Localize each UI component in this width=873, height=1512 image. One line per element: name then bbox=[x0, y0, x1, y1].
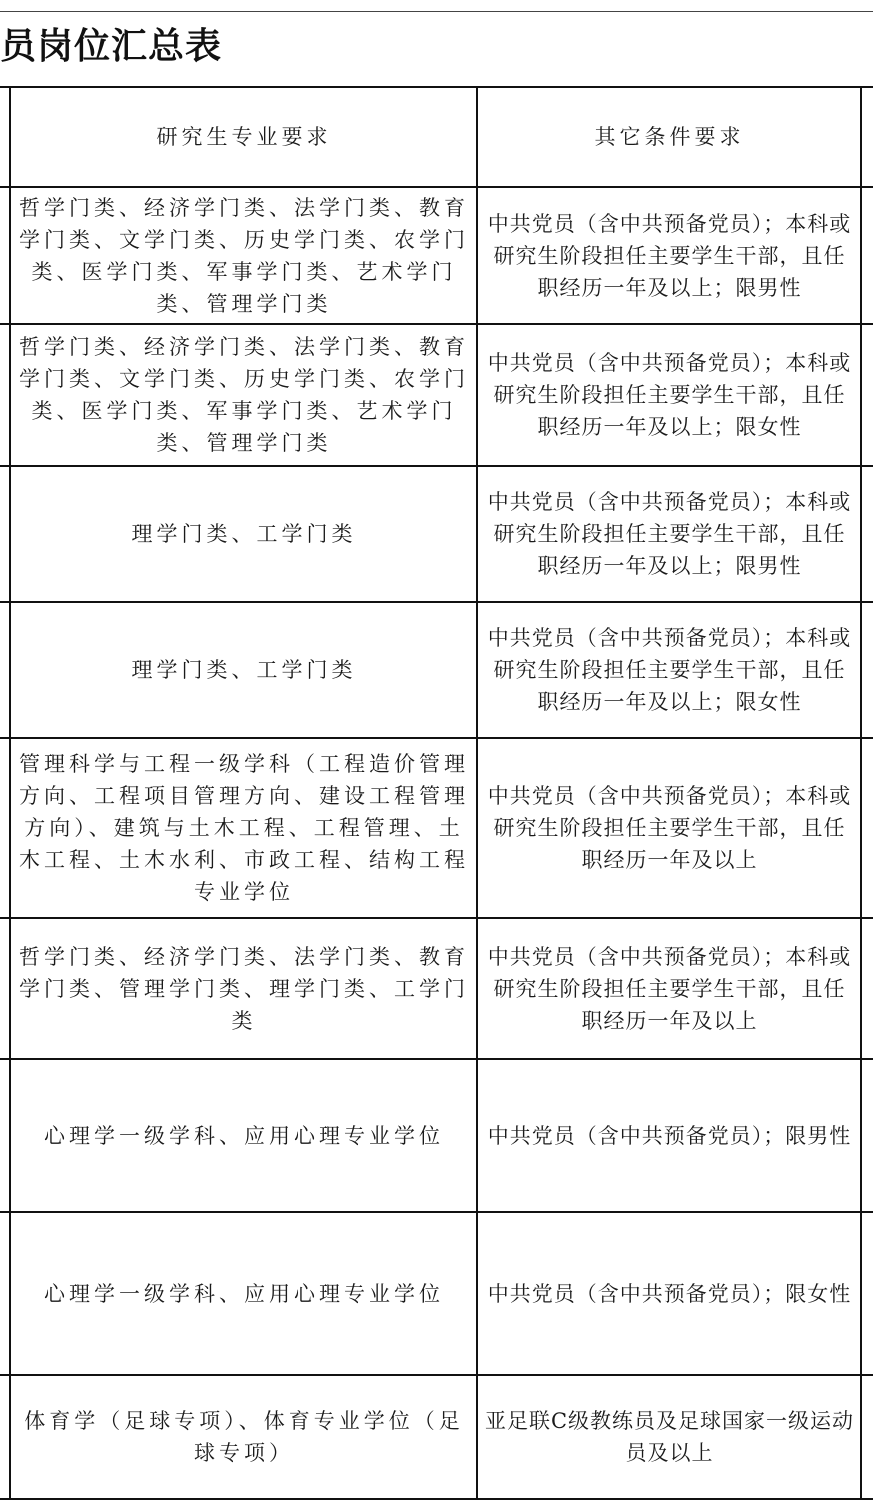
grid-line-right bbox=[860, 86, 862, 1500]
table-row-4-conditions: 中共党员（含中共预备党员）；本科或研究生阶段担任主要学生干部，且任职经历一年及以上；限女性 bbox=[487, 626, 852, 714]
table-row-6-conditions: 中共党员（含中共预备党员）；本科或研究生阶段担任主要学生干部，且任职经历一年及以上 bbox=[487, 944, 852, 1033]
table-row-5-conditions: 中共党员（含中共预备党员）；本科或研究生阶段担任主要学生干部，且任职经历一年及以上 bbox=[487, 784, 852, 872]
table-row-8-conditions: 中共党员（含中共预备党员）；限女性 bbox=[487, 1281, 852, 1306]
table-row-7-major: 心理学一级学科、应用心理专业学位 bbox=[44, 1123, 444, 1148]
top-rule bbox=[0, 11, 873, 12]
table-row-9-conditions: 亚足联C级教练员及足球国家一级运动员及以上 bbox=[484, 1409, 855, 1465]
table-row-4-major: 理学门类、工学门类 bbox=[131, 658, 357, 682]
table-row-2-major: 哲学门类、经济学门类、法学门类、教育学门类、文学门类、历史学门类、农学门类、医学门类、军事学门类、艺术学门类、管理学门类 bbox=[19, 335, 469, 455]
grid-line-middle bbox=[476, 86, 478, 1500]
table-row-7-conditions: 中共党员（含中共预备党员）；限男性 bbox=[487, 1123, 852, 1148]
table-row-3-conditions: 中共党员（含中共预备党员）；本科或研究生阶段担任主要学生干部，且任职经历一年及以上；限男性 bbox=[487, 490, 852, 578]
grid-line-left bbox=[9, 86, 11, 1500]
table-row-1-major: 哲学门类、经济学门类、法学门类、教育学门类、文学门类、历史学门类、农学门类、医学门类、军事学门类、艺术学门类、管理学门类 bbox=[19, 195, 469, 316]
table-row-1-conditions: 中共党员（含中共预备党员）；本科或研究生阶段担任主要学生干部，且任职经历一年及以上；限男性 bbox=[487, 211, 852, 300]
grid-line bbox=[0, 1498, 873, 1500]
header-graduate-major: 研究生专业要求 bbox=[156, 125, 332, 149]
page-title: 员岗位汇总表 bbox=[0, 26, 223, 67]
table-row-6-major: 哲学门类、经济学门类、法学门类、教育学门类、管理学门类、理学门类、工学门类 bbox=[19, 944, 469, 1033]
table-row-2-conditions: 中共党员（含中共预备党员）；本科或研究生阶段担任主要学生干部，且任职经历一年及以上；限女性 bbox=[487, 351, 852, 439]
table-row-9-major: 体育学（足球专项）、体育专业学位（足球专项） bbox=[24, 1409, 464, 1465]
header-other-conditions: 其它条件要求 bbox=[594, 125, 745, 149]
table-row-8-major: 心理学一级学科、应用心理专业学位 bbox=[44, 1281, 444, 1306]
table-row-5-major: 管理科学与工程一级学科（工程造价管理方向、工程项目管理方向、建设工程管理方向）、建筑与土木工程、工程管理、土木工程、土木水利、市政工程、结构工程专业学位 bbox=[19, 752, 469, 904]
table-row-3-major: 理学门类、工学门类 bbox=[131, 522, 357, 546]
